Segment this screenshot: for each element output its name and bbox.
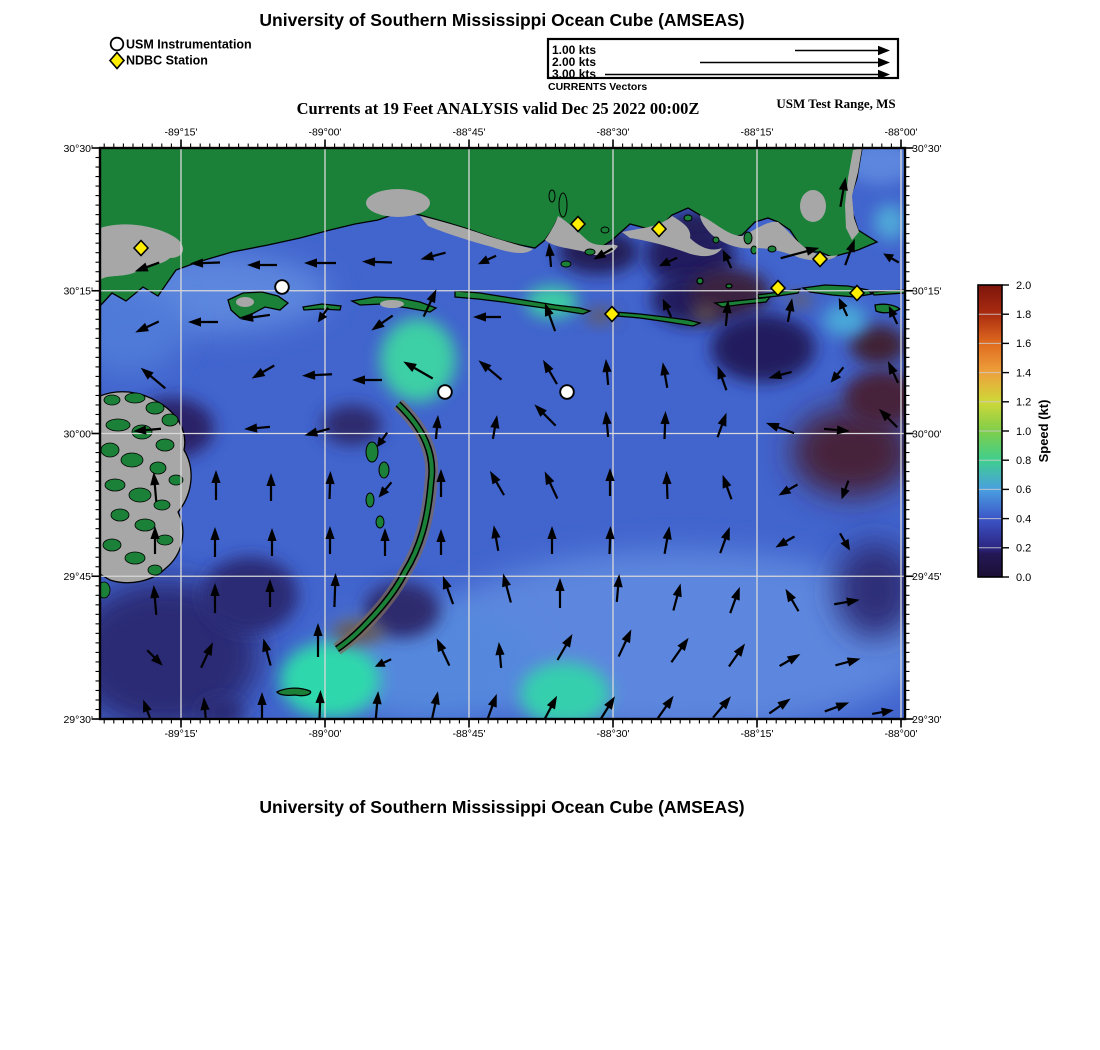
- vector-key-caption: CURRENTS Vectors: [548, 81, 648, 93]
- subtitle-valid-time: Currents at 19 Feet ANALYSIS valid Dec 25 2022 00:00Z: [296, 99, 700, 118]
- vector-tail: [667, 482, 668, 499]
- colorbar: [978, 280, 1051, 584]
- lon-label-bottom: -88°15': [740, 728, 774, 740]
- vector-tail: [500, 653, 501, 668]
- lon-label-bottom: -88°45': [452, 728, 486, 740]
- lon-label-top: -88°15': [740, 126, 774, 139]
- vector-key: [548, 39, 898, 93]
- vector-key-row-label: 3.00 kts: [552, 67, 597, 81]
- colorbar-tick-label: 1.8: [1016, 309, 1032, 321]
- lat-label-left: 29°45': [63, 571, 93, 584]
- map-canvas: [70, 140, 930, 730]
- vector-tail: [255, 427, 270, 428]
- colorbar-tick-label: 0.6: [1016, 484, 1032, 497]
- vector-tail: [373, 262, 392, 263]
- colorbar-tick-label: 1.6: [1016, 338, 1032, 351]
- vector-tail: [610, 537, 611, 554]
- legend-usm-label: USM Instrumentation: [126, 37, 252, 52]
- colorbar-tick-label: 0.8: [1016, 455, 1032, 467]
- vector-tail: [313, 374, 332, 375]
- colorbar-tick-label: 0.0: [1016, 571, 1032, 584]
- page-title: University of Southern Mississippi Ocean Cube (AMSEAS): [259, 10, 745, 30]
- lon-label-top: -88°00': [884, 126, 918, 139]
- vector-tail: [334, 584, 335, 607]
- lon-label-bottom: -89°15': [164, 728, 198, 740]
- usm-station-marker: [560, 385, 574, 399]
- vector-key-row-label: 1.00 kts: [552, 43, 597, 57]
- lat-label-left: 29°30': [63, 713, 93, 726]
- vector-tail: [144, 429, 161, 430]
- colorbar-tick-label: 0.2: [1016, 542, 1032, 555]
- colorbar-tick-label: 1.0: [1016, 425, 1032, 438]
- marker-legend: [110, 38, 252, 69]
- lon-label-top: -89°15': [164, 126, 198, 139]
- lat-label-right: 29°30': [912, 713, 942, 726]
- bottom-title: University of Southern Mississippi Ocean Cube (AMSEAS): [259, 797, 745, 817]
- usm-station-marker: [438, 385, 452, 399]
- vector-key-row-label: 2.00 kts: [552, 55, 597, 69]
- lat-label-left: 30°00': [63, 428, 93, 441]
- legend-ndbc-label: NDBC Station: [126, 53, 208, 68]
- vector-tail: [319, 701, 320, 720]
- colorbar-tick-label: 1.4: [1016, 367, 1032, 380]
- lon-label-bottom: -88°00': [884, 728, 918, 740]
- lat-label-right: 29°45': [912, 571, 942, 584]
- colorbar-tick-label: 1.2: [1016, 396, 1032, 409]
- lat-label-right: 30°15': [912, 285, 942, 298]
- vector-tail: [617, 585, 618, 602]
- vector-tail: [201, 262, 220, 263]
- lat-label-left: 30°15': [63, 285, 93, 298]
- lon-label-top: -89°00': [308, 126, 342, 139]
- colorbar-label: Speed (kt): [1036, 399, 1051, 463]
- colorbar-tick-label: 0.4: [1016, 513, 1032, 526]
- lon-label-bottom: -89°00': [308, 728, 342, 740]
- lat-label-right: 30°00': [912, 428, 942, 441]
- vector-tail: [205, 708, 206, 723]
- usm-station-marker: [275, 280, 289, 294]
- lat-label-left: 30°30': [63, 142, 93, 155]
- vector-tail: [607, 422, 608, 437]
- vector-tail: [376, 702, 377, 719]
- vector-key-box: [548, 39, 898, 78]
- lat-label-right: 30°30': [912, 142, 942, 155]
- vector-tail: [607, 370, 608, 385]
- lon-label-bottom: -88°30': [596, 728, 630, 740]
- lon-label-top: -88°30': [596, 126, 630, 139]
- lon-label-top: -88°45': [452, 126, 486, 139]
- diamond-icon: [110, 53, 124, 69]
- region-label: USM Test Range, MS: [776, 96, 896, 111]
- vector-tail: [726, 311, 727, 326]
- vector-tail: [330, 482, 331, 499]
- vector-tail: [824, 429, 839, 430]
- colorbar-tick-label: 2.0: [1016, 279, 1032, 292]
- circle-icon: [111, 38, 124, 51]
- vector-tail: [665, 422, 666, 439]
